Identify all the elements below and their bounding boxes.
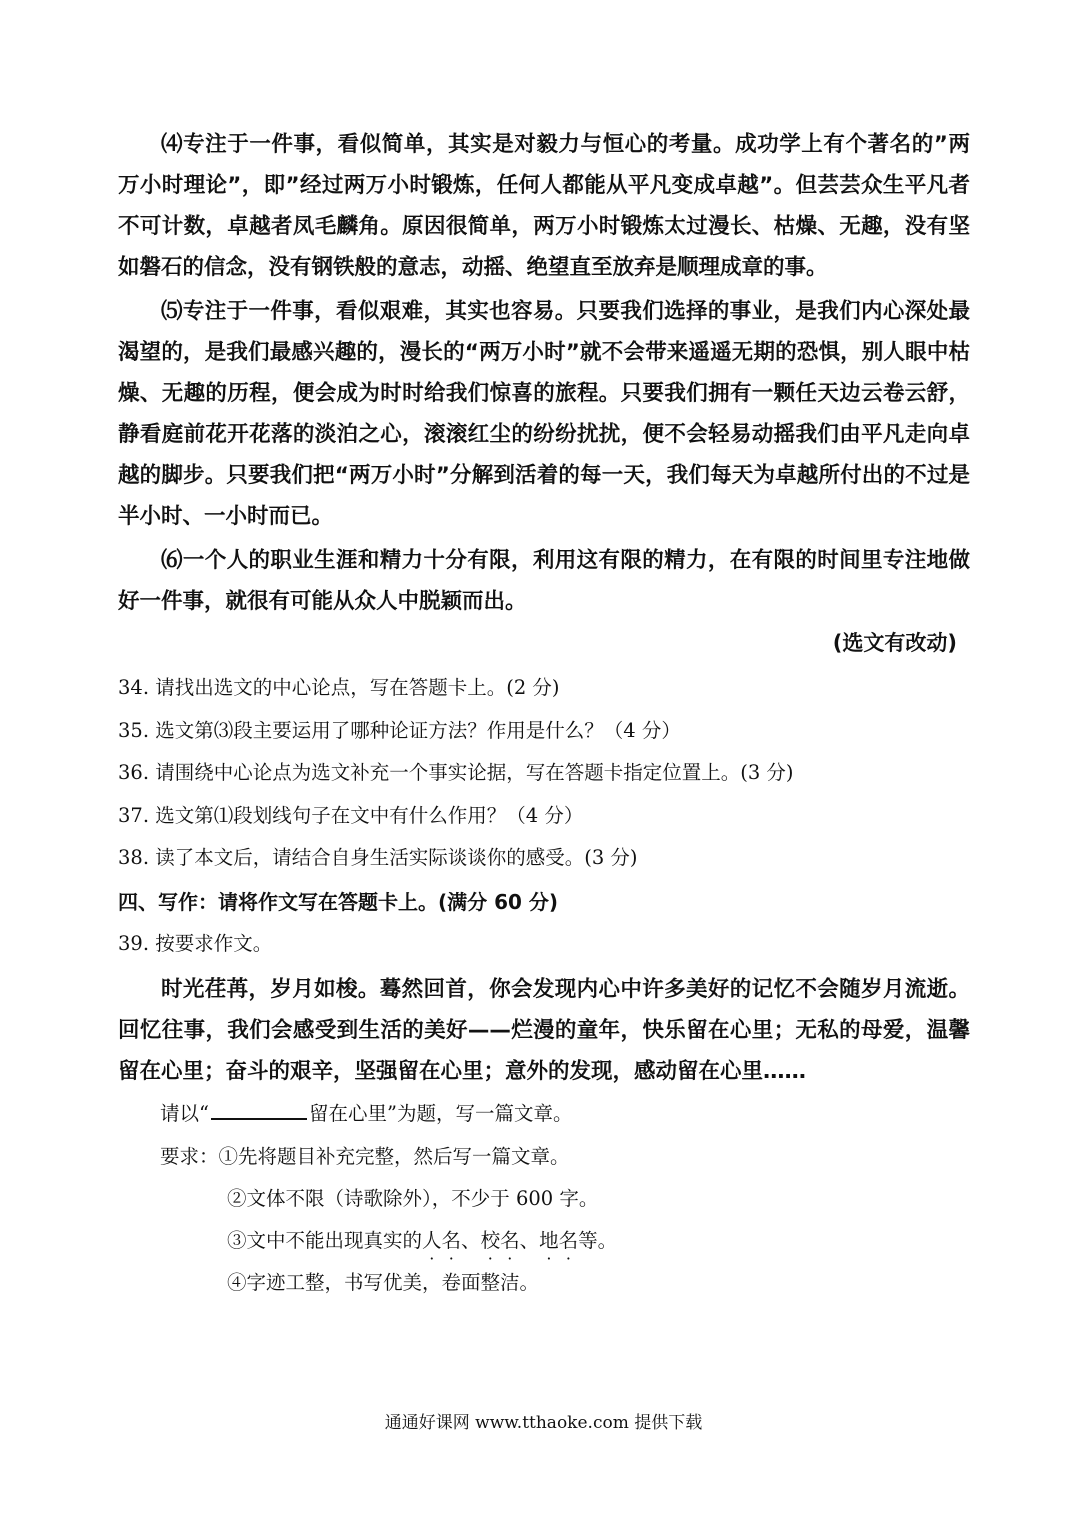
prompt-after: 留在心里”为题，写一篇文章。 [308,1102,573,1125]
paragraph-4: ⑷专注于一件事，看似简单，其实是对毅力与恒心的考量。成功学上有个著名的”两万小时理论”，即”经过两万小时锻炼，任何人都能从平凡变成卓越”。但芸芸众生平凡者不可计数，卓越者凤毛麟角。原因很简单，两万小时锻炼太过漫长、枯燥、无趣，没有坚如磐石的信念，没有钢铁般的意志，动摇、绝望直至放弃是顺理成章的事。 [118,132,970,280]
req3-text: ③文中不能出现真实的 [227,1229,423,1252]
requirements-label: 要求： [160,1145,219,1168]
question-35: 35. 选文第⑶段主要运用了哪种论证方法？作用是什么？（4 分） [118,719,681,742]
emph-char: 校 [480,1229,501,1252]
question-36: 36. 请围绕中心论点为选文补充一个事实论据，写在答题卡指定位置上。(3 分) [118,761,794,784]
req3-text: 、 [461,1229,481,1252]
paragraph-5: ⑸专注于一件事，看似艰难，其实也容易。只要我们选择的事业，是我们内心深处最渴望的，是我们最感兴趣的，漫长的“两万小时”就不会带来遥遥无期的恐惧，别人眼中枯燥、无趣的历程，便会成为时时给我们惊喜的旅程。只要我们拥有一颗任天边云卷云舒，静看庭前花开花落的淡泊之心，滚滚红尘的纷纷扰扰，便不会轻易动摇我们由平凡走向卓越的脚步。只要我们把“两万小时”分解到活着的每一天，我们每天为卓越所付出的不过是半小时、一小时而已。 [118,299,970,529]
question-37: 37. 选文第⑴段划线句子在文中有什么作用？（4 分） [118,804,584,827]
emph-char: 名 [500,1229,520,1252]
title-blank [211,1100,307,1120]
page-footer: 通通好课网 www.tthaoke.com 提供下载 [384,1413,703,1433]
requirement-2: ②文体不限（诗歌除外），不少于 600 字。 [227,1187,599,1210]
question-38: 38. 读了本文后，请结合自身生活实际谈谈你的感受。(3 分) [118,846,638,869]
writing-section-title: 四、写作：请将作文写在答题卡上。(满分 60 分) [118,890,559,914]
req3-text: 等。 [578,1229,618,1252]
requirements-row-1 [160,1141,570,1169]
emph-char: 人 [422,1229,442,1252]
requirement-3 [227,1225,617,1253]
req3-text: 、 [519,1229,540,1252]
requirement-1: ①先将题目补充完整，然后写一篇文章。 [218,1145,570,1168]
writing-material: 时光荏苒，岁月如梭。蓦然回首，你会发现内心中许多美好的记忆不会随岁月流逝。回忆往事，我们会感受到生活的美好——烂漫的童年，快乐留在心里；无私的母爱，温馨留在心里；奋斗的艰辛，坚强留在心里；意外的发现，感动留在心里…… [118,977,970,1084]
emph-char: 名 [441,1229,462,1252]
writing-prompt [160,1098,572,1126]
requirement-4: ④字迹工整，书写优美，卷面整洁。 [227,1271,540,1294]
source-note: (选文有改动) [832,631,957,655]
prompt-before: 请以“ [160,1102,209,1125]
emph-char: 地 [539,1229,559,1252]
paragraph-6: ⑹一个人的职业生涯和精力十分有限，利用这有限的精力，在有限的时间里专注地做好一件事，就很有可能从众人中脱颖而出。 [118,548,970,614]
question-39: 39. 按要求作文。 [118,932,273,955]
emph-char: 名 [558,1229,579,1252]
question-34: 34. 请找出选文的中心论点，写在答题卡上。(2 分) [118,676,560,699]
